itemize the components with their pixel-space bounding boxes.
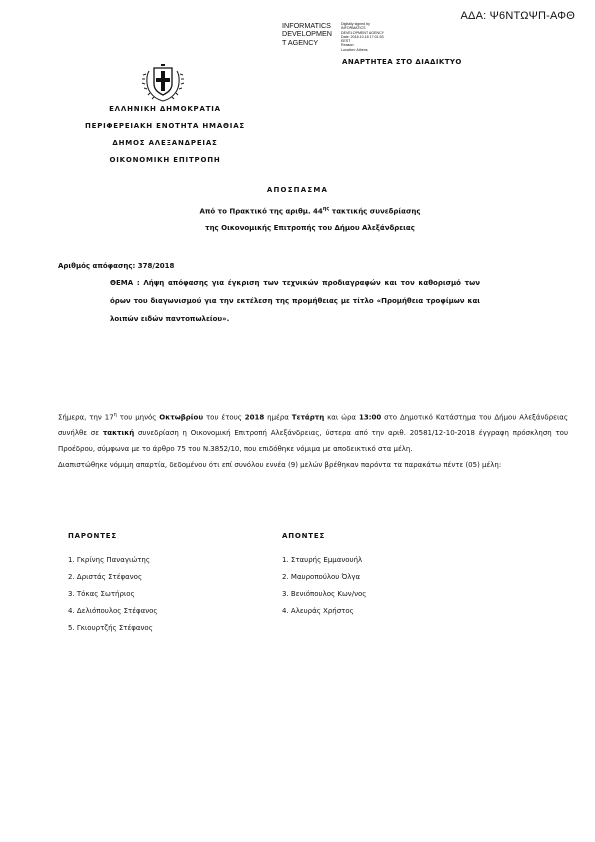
meeting-month: Οκτωβρίου (159, 413, 204, 422)
signature-line: EEST (341, 39, 351, 44)
list-item: 2. Δριστάς Στέφανος (68, 573, 143, 581)
authority-line: ΠΕΡΙΦΕΡΕΙΑΚΗ ΕΝΟΤΗΤΑ ΗΜΑΘΙΑΣ (84, 122, 245, 130)
text: του μηνός (116, 413, 160, 422)
signature-line: Location: Athens (341, 47, 368, 52)
authority-line: ΕΛΛΗΝΙΚΗ ΔΗΜΟΚΡΑΤΙΑ (109, 105, 221, 113)
text: ημέρα (264, 413, 292, 422)
signer-line: T AGENCY (282, 37, 319, 47)
meeting-paragraph (58, 407, 568, 473)
signer-line: DEVELOPMEN (282, 29, 332, 39)
signer-line: INFORMATICS (282, 21, 331, 30)
invitation-reference: 20581/12-10-2018 (409, 429, 476, 438)
absent-members (282, 532, 366, 620)
meeting-day: 17 (104, 413, 114, 422)
committee-reference: της Οικονομικής Επιτροπής του Δήμου Αλεξάνδρειας (205, 224, 415, 232)
list-item: 4. Δελιόπουλος Στέφανος (68, 607, 158, 615)
text: στο Δημοτικό Κατάστημα του Δήμου Αλεξάνδρειας συνήλθε σε (58, 413, 569, 438)
document-title: ΑΠΟΣΠΑΣΜΑ (266, 186, 329, 194)
text: έγγραφη πρόσκληση του Προέδρου, σύμφωνα με το άρθρο 75 του Ν.3852/10, που επιδόθηκε νόμιμα με αποδεικτικό στα μέλη. (58, 429, 569, 454)
list-item: 5. Γκιουρτζής Στέφανος (68, 624, 153, 632)
ordinal-suffix: ης (322, 206, 330, 212)
meeting-weekday: Τετάρτη (291, 413, 325, 422)
present-header: ΠΑΡΟΝΤΕΣ (68, 532, 117, 540)
authority-line: ΔΗΜΟΣ ΑΛΕΞΑΝΔΡΕΙΑΣ (112, 139, 218, 147)
issuing-authority (60, 101, 270, 169)
present-members (68, 532, 158, 637)
signer-name (282, 22, 338, 47)
signature-line: Reason: (341, 43, 355, 48)
subject-label: ΘΕΜΑ : (110, 279, 140, 287)
list-item: 3. Τόκας Σωτήριος (68, 590, 135, 598)
quorum-paragraph: Διαπιστώθηκε νόμιμη απαρτία, δεδομένου ότι επί συνόλου εννέα (9) μελών βρέθηκαν παρόντα τα παρακάτω πέντε (05) μέλη: (58, 461, 502, 470)
digital-signature-stamp (341, 22, 397, 52)
decision-subject (110, 274, 480, 328)
text: και ώρα (324, 413, 359, 422)
meeting-year: 2018 (244, 413, 265, 422)
text: Σήμερα, την (58, 413, 105, 422)
list-item: 2. Μαυροπούλου Όλγα (282, 573, 361, 581)
minutes-reference-text: Από το Πρακτικό της αριθμ. 44 (199, 207, 323, 216)
subject-text: Λήψη απόφασης για έγκριση των τεχνικών προδιαγραφών και τον καθορισμό των όρων του διαγωνισμού για την εκτέλεση της προμήθειας με τίτλο «Προμήθεια τροφίμων και λοιπών ειδών παντοπωλείου». (110, 279, 480, 323)
meeting-time: 13:00 (358, 413, 382, 422)
coat-of-arms-icon (140, 60, 186, 104)
signature-line: INFORMATICS (341, 26, 366, 31)
signature-line: DEVELOPMENT AGENCY (341, 30, 385, 35)
list-item: 1. Γκρίνης Παναγιώτης (68, 556, 150, 564)
ordinal-suffix: η (113, 412, 117, 418)
post-online-notice: ΑΝΑΡΤΗΤΕΑ ΣΤΟ ΔΙΑΔΙΚΤΥΟ (342, 58, 462, 66)
authority-line: ΟΙΚΟΝΟΜΙΚΗ ΕΠΙΤΡΟΠΗ (109, 156, 221, 164)
signature-line: Digitally signed by (341, 22, 370, 26)
text: συνεδρίαση η Οικονομική Επιτροπή Αλεξάνδρειας, ύστερα από την αριθ. (134, 429, 410, 438)
text: του έτους (203, 413, 245, 422)
meeting-type-text: τακτικής συνεδρίασης (329, 207, 421, 216)
list-item: 1. Σταυρής Εμμανουήλ (282, 556, 363, 564)
decision-number: Αριθμός απόφασης: 378/2018 (58, 262, 175, 270)
signature-line: Date: 2018.10.18 17:01:53 (341, 34, 384, 39)
list-item: 3. Βενιόπουλος Κων/νος (282, 590, 367, 598)
minutes-reference (0, 206, 595, 215)
meeting-type: τακτική (102, 429, 135, 438)
ada-code: ΑΔΑ: Ψ6ΝΤΩΨΠ-ΑΦΘ (460, 10, 575, 22)
absent-header: ΑΠΟΝΤΕΣ (282, 532, 326, 540)
list-item: 4. Αλευράς Χρήστος (282, 607, 354, 615)
